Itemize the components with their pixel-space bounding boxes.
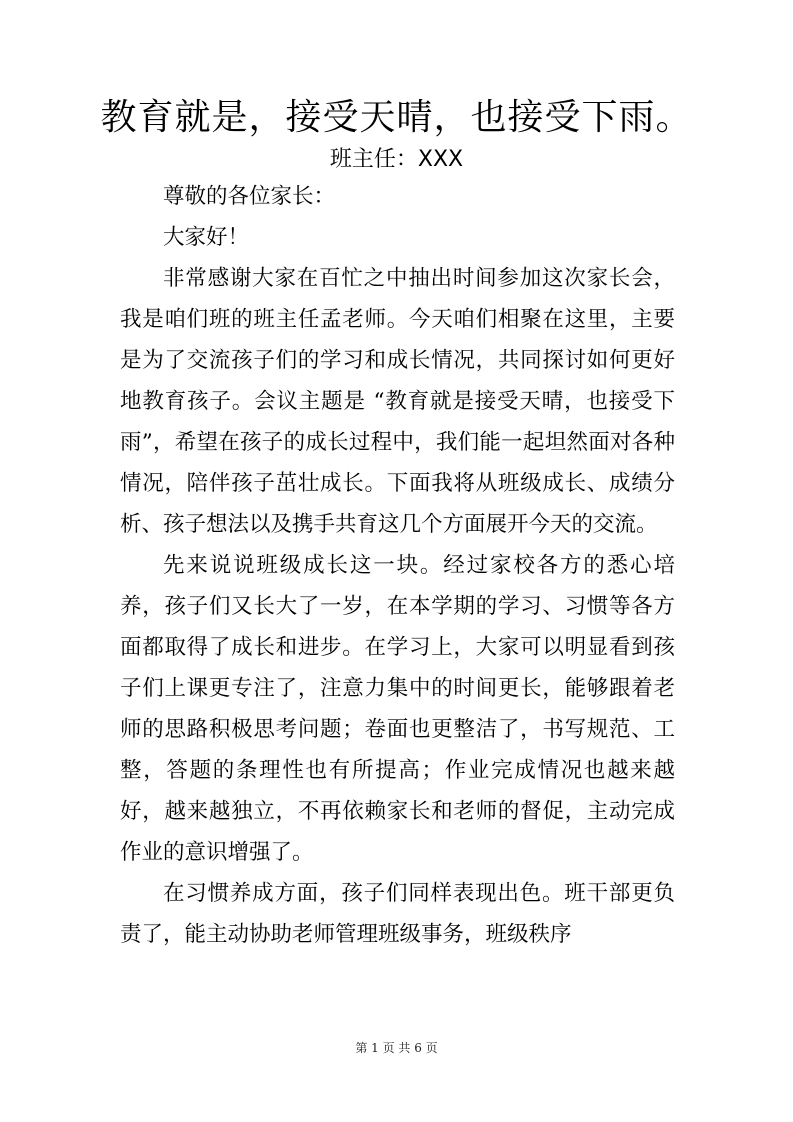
body-paragraph: 非常感谢大家在百忙之中抽出时间参加这次家长会，我是咱们班的班主任孟老师。今天咱们相聚在这里，主要是为了交流孩子们的学习和成长情况，共同探讨如何更好地教育孩子。会议主题是 “教育就是接受天晴，也接受下雨”，希望在孩子的成长过程中，我们能一起坦然面对各种情况，陪伴孩子茁壮成长。下面我将从班级成长、成绩分析、孩子想法以及携手共育这几个方面展开今天的交流。 [120,266,675,537]
body-paragraph: 在习惯养成方面，孩子们同样表现出色。班干部更负责了，能主动协助老师管理班级事务，班级秩序 [120,881,675,947]
greeting: 大家好！ [163,225,250,250]
document-title: 教育就是，接受天晴，也接受下雨。 [100,97,693,138]
document-body [120,176,675,955]
document-author: 班主任：XXX [329,147,464,172]
page-number: 第 1 页 共 6 页 [355,1041,438,1055]
salutation: 尊敬的各位家长： [163,184,336,209]
body-paragraph: 先来说说班级成长这一块。经过家校各方的悉心培养，孩子们又长大了一岁，在本学期的学习、习惯等各方面都取得了成长和进步。在学习上，大家可以明显看到孩子们上课更专注了，注意力集中的时间更长，能够跟着老师的思路积极思考问题；卷面也更整洁了，书写规范、工整，答题的条理性也有所提高；作业完成情况也越来越好，越来越独立，不再依赖家长和老师的督促，主动完成作业的意识增强了。 [120,553,675,865]
